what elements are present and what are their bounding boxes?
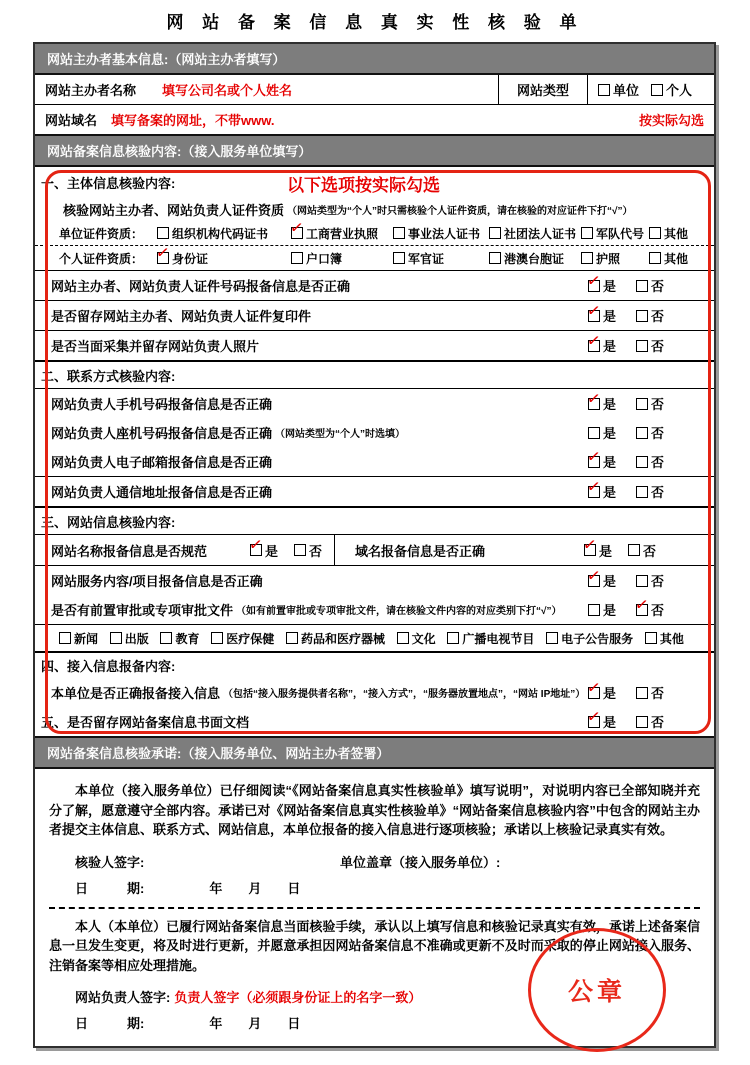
verifier-date-row: 日 期: 年 月 日 bbox=[75, 880, 301, 896]
verify-row-pre-approval: 是否有前置审批或专项审批文件 （如有前置审批或专项审批文件，请在核验文件内容的对应类别下打“√”） 是 ✓ 否 bbox=[35, 595, 714, 625]
checkbox-personal-other[interactable] bbox=[649, 252, 661, 264]
checkbox-medical[interactable] bbox=[211, 632, 223, 644]
checkbox-no[interactable] bbox=[636, 456, 648, 468]
category-option[interactable]: 药品和医疗器械 bbox=[286, 625, 385, 651]
checkbox-no[interactable] bbox=[636, 575, 648, 587]
checkbox-no[interactable] bbox=[636, 604, 648, 616]
checkbox-no[interactable] bbox=[636, 280, 648, 292]
verify-row-cert-number: 网站主办者、网站负责人证件号码报备信息是否正确 ✓ 是 否 bbox=[35, 271, 714, 301]
verify-row-service-content: 网站服务内容/项目报备信息是否正确 ✓ 是 否 bbox=[35, 566, 714, 595]
unit-cert-option[interactable]: 组织机构代码证书 bbox=[157, 225, 291, 242]
checkbox-no[interactable] bbox=[636, 340, 648, 352]
row-domain bbox=[35, 105, 714, 134]
yes-option[interactable]: ✓ 是 bbox=[588, 276, 616, 295]
checkbox-publishing[interactable] bbox=[110, 632, 122, 644]
checkbox-yes[interactable] bbox=[588, 486, 600, 498]
verify-row-email: 网站负责人电子邮箱报备信息是否正确 ✓ 是 否 bbox=[35, 447, 714, 477]
checkbox-education[interactable] bbox=[160, 632, 172, 644]
verify-content bbox=[35, 167, 714, 736]
category-option[interactable]: 出版 bbox=[110, 625, 149, 651]
checkbox-hk-macao-taiwan-cert[interactable] bbox=[489, 252, 501, 264]
section-header-basic-info: 网站主办者基本信息:（网站主办者填写） bbox=[35, 44, 714, 75]
organizer-name-label: 网站主办者名称 bbox=[45, 83, 137, 98]
section1-title-row bbox=[35, 167, 714, 197]
official-seal-circle bbox=[528, 928, 666, 1052]
verify-row-landline: 网站负责人座机号码报备信息是否正确 （网站类型为“个人”时选填） 是 否 bbox=[35, 418, 714, 447]
verify-row-paper-archive bbox=[35, 707, 714, 736]
unit-seal-label: 单位盖章（接入服务单位）: bbox=[340, 854, 501, 870]
verify-row-address: 网站负责人通信地址报备信息是否正确 ✓ 是 否 bbox=[35, 477, 714, 508]
checkbox-yes[interactable] bbox=[588, 280, 600, 292]
no-option[interactable]: 否 bbox=[636, 394, 664, 413]
cert-intro-small: （网站类型为“个人”时只需核验个人证件资质，请在核验的对应证件下打“√”） bbox=[287, 205, 633, 217]
section3-title-row bbox=[35, 508, 714, 535]
cert-intro-row bbox=[35, 197, 714, 221]
checkbox-other-category[interactable] bbox=[645, 632, 657, 644]
verify-cell-domain: 域名报备信息是否正确 ✓ 是 否 bbox=[335, 535, 714, 565]
no-option[interactable]: 否 bbox=[636, 452, 664, 471]
row-organizer-name bbox=[35, 75, 714, 105]
category-option[interactable]: 文化 bbox=[397, 625, 436, 651]
verify-row-name-and-domain bbox=[35, 535, 714, 566]
no-option[interactable]: 否 bbox=[636, 423, 664, 442]
yes-option[interactable]: 是 bbox=[588, 423, 616, 442]
verify-cell-site-name: 网站名称报备信息是否规范 ✓ 是 否 bbox=[35, 535, 335, 565]
checkbox-institution-cert[interactable] bbox=[393, 227, 405, 239]
checkbox-broadcast[interactable] bbox=[447, 632, 459, 644]
section3-title: 三、网站信息核验内容: bbox=[41, 514, 176, 530]
checkbox-yes[interactable] bbox=[584, 544, 596, 556]
approval-category-row bbox=[35, 625, 714, 653]
site-type-options bbox=[587, 75, 714, 104]
yes-option[interactable]: ✓ 是 bbox=[588, 683, 616, 702]
domain-hint: 填写备案的网址，不带www. bbox=[111, 113, 275, 128]
checkbox-no[interactable] bbox=[636, 716, 648, 728]
verifier-signature-row bbox=[75, 852, 702, 871]
section1-title: 一、主体信息核验内容: bbox=[41, 175, 176, 191]
checkbox-no[interactable] bbox=[636, 310, 648, 322]
personal-cert-option[interactable]: 军官证 bbox=[393, 250, 489, 267]
no-option[interactable]: ✓ 否 bbox=[636, 600, 664, 619]
yes-option[interactable]: ✓ 是 bbox=[588, 482, 616, 501]
category-option[interactable]: 广播电视节目 bbox=[447, 625, 534, 651]
verifier-signature-label: 核验人签字: bbox=[75, 854, 145, 870]
promise-paragraph-isp: 本单位（接入服务单位）已仔细阅读“《网站备案信息真实性核验单》填写说明”，对说明内容已全部知晓并充分了解，愿意遵守全部内容。承诺已对《网站备案信息真实性核验单》“网站备案信息核验内容”中包含的网站主办者提交主体信息、联系方式、网站信息，本单位报备的接入信息进行逐项核验；承诺以上核验记录真实有效。 bbox=[49, 783, 700, 837]
checkbox-drugs-devices[interactable] bbox=[286, 632, 298, 644]
checkbox-no[interactable] bbox=[636, 486, 648, 498]
verify-row-photo: 是否当面采集并留存网站负责人照片 ✓ 是 否 bbox=[35, 331, 714, 362]
unit-cert-label: 单位证件资质： bbox=[59, 226, 144, 241]
checkbox-business-license[interactable] bbox=[291, 227, 303, 239]
no-option[interactable]: 否 bbox=[636, 571, 664, 590]
no-option[interactable]: 否 bbox=[636, 336, 664, 355]
official-seal-text: 公章 bbox=[567, 978, 626, 1006]
no-option[interactable]: 否 bbox=[636, 276, 664, 295]
no-option[interactable]: 否 bbox=[636, 482, 664, 501]
responsible-signature-label: 网站负责人签字: bbox=[75, 990, 171, 1005]
checkbox-household-register[interactable] bbox=[291, 252, 303, 264]
yes-option[interactable]: ✓ 是 bbox=[588, 306, 616, 325]
dashed-divider bbox=[49, 907, 700, 909]
site-type-label: 网站类型 bbox=[498, 75, 587, 104]
category-option[interactable]: 新闻 bbox=[59, 625, 98, 651]
checkbox-site-type-unit[interactable] bbox=[598, 84, 610, 96]
checkbox-officer-cert[interactable] bbox=[393, 252, 405, 264]
site-type-option-unit[interactable]: 单位 bbox=[598, 80, 639, 99]
category-option[interactable]: 教育 bbox=[160, 625, 199, 651]
personal-cert-option[interactable]: ✓ 身份证 bbox=[157, 250, 291, 267]
promise-paragraph-organizer: 本人（本单位）已履行网站备案信息当面核验手续，承认以上填写信息和核验记录真实有效，承诺上述备案信息一旦发生变更，将及时进行更新，并愿意承担因网站备案信息不准确或更新不及时而采取的停止网站接入服务、注销备案等相应处理措施。 bbox=[49, 918, 700, 973]
no-option[interactable]: 否 bbox=[636, 712, 664, 731]
checkbox-no[interactable] bbox=[636, 398, 648, 410]
section-header-verify: 网站备案信息核验内容:（接入服务单位填写） bbox=[35, 134, 714, 167]
checkbox-culture[interactable] bbox=[397, 632, 409, 644]
checkbox-passport[interactable] bbox=[581, 252, 593, 264]
checkbox-id-card[interactable] bbox=[157, 252, 169, 264]
checkbox-site-type-personal[interactable] bbox=[651, 84, 663, 96]
checkbox-yes[interactable] bbox=[588, 340, 600, 352]
category-option[interactable]: 其他 bbox=[645, 625, 684, 651]
checkbox-bbs[interactable] bbox=[546, 632, 558, 644]
yes-option[interactable]: 是 bbox=[588, 600, 616, 619]
checkbox-yes[interactable] bbox=[588, 575, 600, 587]
personal-cert-option[interactable]: 其他 bbox=[649, 250, 688, 267]
unit-cert-option[interactable]: 军队代号 bbox=[581, 225, 649, 242]
personal-cert-option[interactable]: 护照 bbox=[581, 250, 649, 267]
yes-option[interactable]: ✓ 是 bbox=[588, 452, 616, 471]
unit-cert-option[interactable]: 社团法人证书 bbox=[489, 225, 581, 242]
section-header-promise: 网站备案信息核验承诺:（接入服务单位、网站主办者签署） bbox=[35, 736, 714, 769]
section2-title-row bbox=[35, 362, 714, 389]
form-title: 网 站 备 案 信 息 真 实 性 核 验 单 bbox=[166, 13, 584, 32]
no-option[interactable]: 否 bbox=[636, 683, 664, 702]
organizer-name-hint: 填写公司名或个人姓名 bbox=[162, 83, 293, 98]
unit-cert-option[interactable]: 其他 bbox=[649, 225, 688, 242]
checkbox-military-code[interactable] bbox=[581, 227, 593, 239]
yes-option[interactable]: ✓ 是 bbox=[584, 541, 612, 560]
unit-cert-row bbox=[35, 221, 714, 246]
section4-title-row bbox=[35, 653, 714, 678]
checkbox-yes[interactable] bbox=[588, 310, 600, 322]
checkbox-no[interactable] bbox=[636, 687, 648, 699]
no-option[interactable]: 否 bbox=[636, 306, 664, 325]
yes-option[interactable]: ✓ 是 bbox=[250, 541, 278, 560]
no-option[interactable]: 否 bbox=[628, 541, 656, 560]
checkbox-no[interactable] bbox=[294, 544, 306, 556]
no-option[interactable]: 否 bbox=[294, 541, 322, 560]
domain-label: 网站域名 bbox=[45, 113, 98, 128]
checkbox-yes[interactable] bbox=[588, 604, 600, 616]
checkbox-org-code-cert[interactable] bbox=[157, 227, 169, 239]
form-table bbox=[33, 42, 716, 1048]
yes-option[interactable]: ✓ 是 bbox=[588, 336, 616, 355]
checkbox-no[interactable] bbox=[636, 427, 648, 439]
category-option[interactable]: 电子公告服务 bbox=[546, 625, 633, 651]
checkbox-yes[interactable] bbox=[588, 456, 600, 468]
unit-cert-option[interactable]: 事业法人证书 bbox=[393, 225, 489, 242]
checkbox-yes[interactable] bbox=[588, 427, 600, 439]
checkbox-news[interactable] bbox=[59, 632, 71, 644]
category-option[interactable]: 医疗保健 bbox=[211, 625, 274, 651]
responsible-date-row: 日 期: 年 月 日 bbox=[75, 1016, 301, 1031]
checkbox-no[interactable] bbox=[628, 544, 640, 556]
verify-row-mobile: 网站负责人手机号码报备信息是否正确 ✓ 是 否 bbox=[35, 389, 714, 418]
verify-note: 以下选项按实际勾选 bbox=[287, 176, 440, 195]
yes-option[interactable]: ✓ 是 bbox=[588, 712, 616, 731]
yes-option[interactable]: ✓ 是 bbox=[588, 571, 616, 590]
checkbox-yes[interactable] bbox=[588, 716, 600, 728]
checkbox-social-org-cert[interactable] bbox=[489, 227, 501, 239]
checkbox-yes[interactable] bbox=[588, 687, 600, 699]
checkbox-yes[interactable] bbox=[250, 544, 262, 556]
section2-title: 二、联系方式核验内容: bbox=[41, 368, 176, 384]
verify-row-access-info: 本单位是否正确报备接入信息 （包括“接入服务提供者名称”，“接入方式”，“服务器放置地点”，“网站 IP地址”） ✓ 是 否 bbox=[35, 678, 714, 707]
yes-option[interactable]: ✓ 是 bbox=[588, 394, 616, 413]
personal-cert-option[interactable]: 港澳台胞证 bbox=[489, 250, 581, 267]
unit-cert-option[interactable]: ✓ 工商营业执照 bbox=[291, 225, 393, 242]
section4-title: 四、接入信息报备内容: bbox=[41, 659, 176, 674]
personal-cert-row bbox=[35, 246, 714, 271]
responsible-signature-hint: 负责人签字（必须跟身份证上的名字一致） bbox=[174, 990, 422, 1005]
personal-cert-label: 个人证件资质： bbox=[59, 251, 144, 266]
checkbox-unit-other[interactable] bbox=[649, 227, 661, 239]
verify-row-cert-copy: 是否留存网站主办者、网站负责人证件复印件 ✓ 是 否 bbox=[35, 301, 714, 331]
personal-cert-option[interactable]: 户口簿 bbox=[291, 250, 393, 267]
checkbox-yes[interactable] bbox=[588, 398, 600, 410]
site-type-option-personal[interactable]: 个人 bbox=[651, 80, 692, 99]
check-note: 按实际勾选 bbox=[638, 113, 704, 128]
section5-title: 五、是否留存网站备案信息书面文档 bbox=[41, 715, 250, 730]
cert-intro: 核验网站主办者、网站负责人证件资质 bbox=[63, 202, 285, 218]
